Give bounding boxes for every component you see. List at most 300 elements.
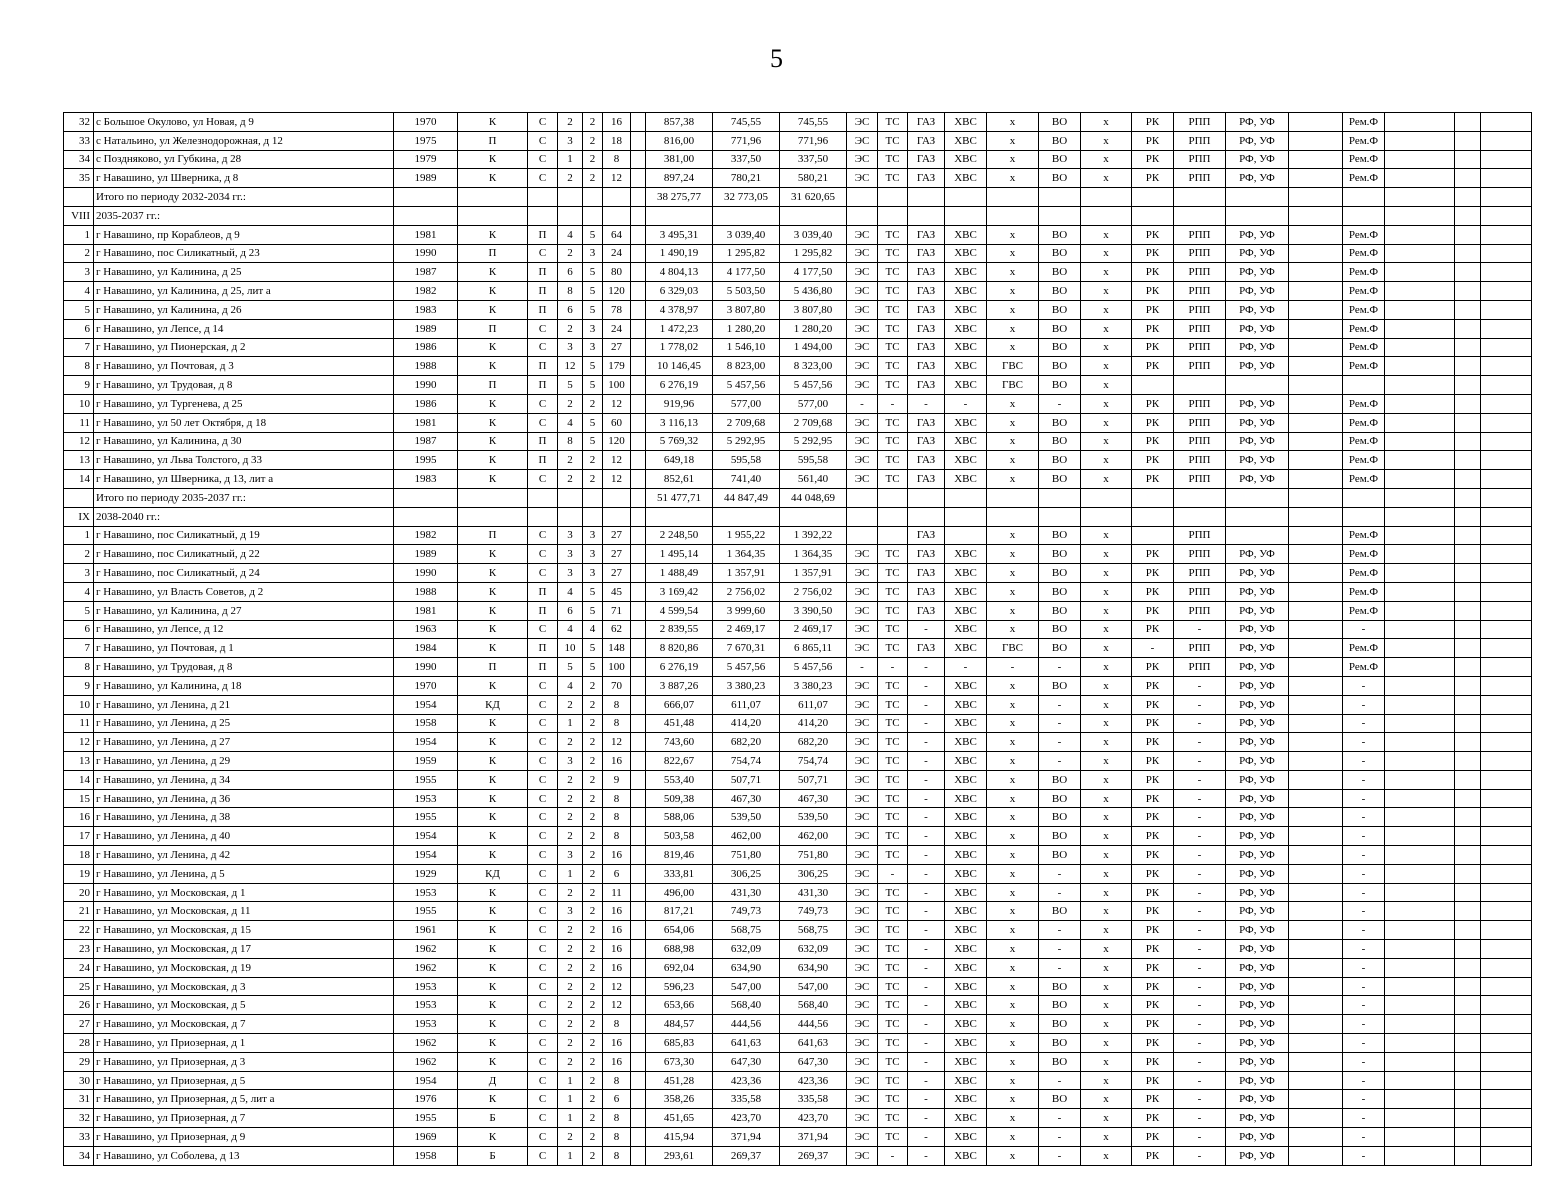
table-cell: 2 (583, 1015, 603, 1034)
table-cell (1481, 1128, 1532, 1147)
table-cell: 4 (583, 620, 603, 639)
table-cell: 3 390,50 (780, 601, 847, 620)
table-cell: х (987, 620, 1039, 639)
table-cell: 2 (558, 451, 583, 470)
table-cell: 2 (558, 921, 583, 940)
table-cell: К (458, 451, 528, 470)
table-cell: 1955 (394, 770, 458, 789)
table-cell: х (987, 225, 1039, 244)
table-cell: 2 (583, 131, 603, 150)
table-cell: ЭС (847, 883, 878, 902)
table-cell (908, 206, 945, 225)
table-cell: 4 (558, 620, 583, 639)
table-cell (1481, 1090, 1532, 1109)
table-cell: х (1081, 1015, 1132, 1034)
table-cell (631, 827, 646, 846)
table-cell: 1 280,20 (780, 319, 847, 338)
table-cell: х (987, 601, 1039, 620)
table-cell (631, 695, 646, 714)
table-row (64, 526, 1532, 545)
table-cell: х (987, 827, 1039, 846)
row-number: 12 (64, 733, 94, 752)
table-row (64, 376, 1532, 395)
table-cell: ХВС (945, 319, 987, 338)
table-cell: С (528, 1109, 558, 1128)
table-cell: ЭС (847, 564, 878, 583)
table-cell (1481, 714, 1532, 733)
table-cell (631, 1052, 646, 1071)
table-cell: 2 (583, 1109, 603, 1128)
table-cell: ХВС (945, 1071, 987, 1090)
table-cell: ХВС (945, 338, 987, 357)
table-cell (908, 188, 945, 207)
table-cell: 5 (583, 432, 603, 451)
table-body (64, 113, 1532, 1166)
table-cell (1226, 188, 1289, 207)
table-cell: 771,96 (780, 131, 847, 150)
table-cell (631, 319, 646, 338)
table-cell: ТС (878, 1034, 908, 1053)
table-cell: ЭС (847, 451, 878, 470)
table-cell: РФ, УФ (1226, 1146, 1289, 1165)
row-number: 4 (64, 582, 94, 601)
table-cell: ТС (878, 1109, 908, 1128)
table-cell: х (1081, 432, 1132, 451)
table-cell: РК (1132, 733, 1174, 752)
table-cell (631, 601, 646, 620)
table-cell (1455, 883, 1481, 902)
table-cell (1455, 432, 1481, 451)
table-cell: - (1343, 695, 1385, 714)
table-cell: 2 709,68 (713, 413, 780, 432)
table-cell: РК (1132, 695, 1174, 714)
table-cell: С (528, 620, 558, 639)
table-cell: РПП (1174, 526, 1226, 545)
table-cell: ВО (1039, 319, 1081, 338)
row-number (64, 488, 94, 507)
table-cell: С (528, 846, 558, 865)
table-cell: 423,36 (713, 1071, 780, 1090)
row-number: 32 (64, 1109, 94, 1128)
table-cell: ТС (878, 451, 908, 470)
table-cell: 561,40 (780, 470, 847, 489)
table-cell: - (1174, 676, 1226, 695)
table-cell: 2 (583, 770, 603, 789)
address-cell: г Навашино, ул Тургенева, д 25 (94, 394, 394, 413)
table-cell: 2 (558, 977, 583, 996)
table-cell: 3 999,60 (713, 601, 780, 620)
table-cell: 1990 (394, 244, 458, 263)
table-cell: 8 (603, 695, 631, 714)
table-cell (1343, 488, 1385, 507)
table-cell: П (458, 319, 528, 338)
table-cell (631, 1071, 646, 1090)
table-cell (1343, 206, 1385, 225)
table-cell: РК (1132, 131, 1174, 150)
table-cell (1481, 1034, 1532, 1053)
table-cell (1455, 582, 1481, 601)
table-cell: К (458, 432, 528, 451)
table-cell (987, 488, 1039, 507)
table-cell (1385, 413, 1455, 432)
table-cell (631, 300, 646, 319)
address-cell: г Навашино, пос Силикатный, д 22 (94, 545, 394, 564)
table-cell: 1 (558, 150, 583, 169)
table-cell (1289, 676, 1343, 695)
table-cell: х (987, 432, 1039, 451)
table-cell: РК (1132, 244, 1174, 263)
table-cell (1289, 244, 1343, 263)
table-cell: ГАЗ (908, 376, 945, 395)
row-number: 14 (64, 470, 94, 489)
table-cell (1343, 376, 1385, 395)
table-cell: РФ, УФ (1226, 357, 1289, 376)
table-cell: 414,20 (713, 714, 780, 733)
table-cell: 2 (558, 169, 583, 188)
row-number (64, 188, 94, 207)
table-cell: х (987, 131, 1039, 150)
table-cell: 2 (583, 846, 603, 865)
table-cell: РК (1132, 977, 1174, 996)
table-cell: х (987, 564, 1039, 583)
table-cell: ХВС (945, 113, 987, 132)
table-cell: ЭС (847, 639, 878, 658)
table-cell: 1990 (394, 376, 458, 395)
table-cell (1132, 526, 1174, 545)
table-cell: - (1174, 733, 1226, 752)
table-cell: - (1343, 620, 1385, 639)
table-cell: Рем.Ф (1343, 282, 1385, 301)
table-cell: 8 823,00 (713, 357, 780, 376)
table-cell: - (908, 733, 945, 752)
table-cell: ХВС (945, 169, 987, 188)
table-cell (1455, 1146, 1481, 1165)
table-cell (1385, 601, 1455, 620)
table-cell: 16 (603, 958, 631, 977)
table-cell: - (1343, 1109, 1385, 1128)
table-cell: ВО (1039, 977, 1081, 996)
table-cell (631, 902, 646, 921)
table-cell: РФ, УФ (1226, 752, 1289, 771)
table-cell: 5 (558, 658, 583, 677)
table-cell: 3 (558, 545, 583, 564)
table-cell: х (987, 470, 1039, 489)
table-cell: 743,60 (646, 733, 713, 752)
table-cell: ЭС (847, 357, 878, 376)
table-cell: х (987, 413, 1039, 432)
table-cell: РК (1132, 808, 1174, 827)
table-cell: ХВС (945, 808, 987, 827)
table-cell: 3 887,26 (646, 676, 713, 695)
section-number: IX (64, 507, 94, 526)
table-cell: 2 709,68 (780, 413, 847, 432)
table-cell (558, 507, 583, 526)
table-cell: х (1081, 733, 1132, 752)
table-cell: 2 (583, 394, 603, 413)
table-cell: 1990 (394, 658, 458, 677)
table-cell (987, 188, 1039, 207)
table-cell: - (1174, 695, 1226, 714)
table-cell (1385, 1052, 1455, 1071)
table-cell: 2 (583, 1146, 603, 1165)
table-cell (1289, 996, 1343, 1015)
table-cell: х (987, 789, 1039, 808)
table-cell: РФ, УФ (1226, 601, 1289, 620)
table-cell: Рем.Ф (1343, 470, 1385, 489)
table-cell (631, 770, 646, 789)
table-cell (631, 676, 646, 695)
table-cell (1455, 695, 1481, 714)
table-cell: РФ, УФ (1226, 940, 1289, 959)
table-cell: ВО (1039, 564, 1081, 583)
table-cell: - (1343, 1015, 1385, 1034)
table-cell: 5 (583, 658, 603, 677)
table-cell: 100 (603, 658, 631, 677)
row-number: 1 (64, 225, 94, 244)
table-cell: 745,55 (713, 113, 780, 132)
table-cell: - (1174, 1146, 1226, 1165)
table-cell (631, 977, 646, 996)
table-cell: 1 472,23 (646, 319, 713, 338)
table-cell: ХВС (945, 601, 987, 620)
table-cell: С (528, 169, 558, 188)
table-cell: 568,40 (713, 996, 780, 1015)
address-cell: г Навашино, ул Приозерная, д 1 (94, 1034, 394, 1053)
table-cell: 2 (558, 1034, 583, 1053)
table-cell (1481, 244, 1532, 263)
table-cell (1481, 789, 1532, 808)
table-cell: С (528, 564, 558, 583)
table-cell: С (528, 714, 558, 733)
table-cell: С (528, 770, 558, 789)
table-cell: 2 (558, 1128, 583, 1147)
table-cell: ЭС (847, 432, 878, 451)
table-cell: РПП (1174, 582, 1226, 601)
table-cell (1481, 526, 1532, 545)
table-cell (1385, 1109, 1455, 1128)
row-number: 17 (64, 827, 94, 846)
address-cell: г Навашино, ул Калинина, д 27 (94, 601, 394, 620)
table-cell: 654,06 (646, 921, 713, 940)
table-cell: Рем.Ф (1343, 263, 1385, 282)
period-section-row (64, 507, 1532, 526)
table-cell: К (458, 958, 528, 977)
table-cell: 1984 (394, 639, 458, 658)
table-cell: 2 (583, 752, 603, 771)
table-cell (1289, 752, 1343, 771)
table-cell: ТС (878, 244, 908, 263)
table-cell: РФ, УФ (1226, 958, 1289, 977)
table-cell: х (987, 1071, 1039, 1090)
table-cell: С (528, 733, 558, 752)
table-cell (1455, 394, 1481, 413)
table-cell: 2 (558, 883, 583, 902)
table-cell (1385, 282, 1455, 301)
table-cell (1481, 883, 1532, 902)
table-cell: 751,80 (780, 846, 847, 865)
table-cell: 3 807,80 (780, 300, 847, 319)
table-cell: С (528, 789, 558, 808)
table-row (64, 902, 1532, 921)
table-cell: 8 (603, 1128, 631, 1147)
table-cell (1481, 1146, 1532, 1165)
table-row (64, 827, 1532, 846)
table-cell: ЭС (847, 282, 878, 301)
table-cell (631, 225, 646, 244)
table-cell (1385, 1090, 1455, 1109)
table-cell: 1983 (394, 300, 458, 319)
table-cell: РПП (1174, 451, 1226, 470)
table-cell (1455, 789, 1481, 808)
table-cell: - (1174, 921, 1226, 940)
table-cell: ТС (878, 1128, 908, 1147)
table-cell: 547,00 (780, 977, 847, 996)
table-cell (631, 940, 646, 959)
table-cell: ХВС (945, 564, 987, 583)
row-number: 6 (64, 319, 94, 338)
table-cell (631, 582, 646, 601)
table-cell (1455, 620, 1481, 639)
table-cell: 431,30 (713, 883, 780, 902)
table-cell: - (1343, 1128, 1385, 1147)
table-cell: ТС (878, 902, 908, 921)
table-cell: 2 756,02 (713, 582, 780, 601)
table-cell: ВО (1039, 902, 1081, 921)
table-cell: К (458, 846, 528, 865)
row-number: 5 (64, 601, 94, 620)
row-number: 31 (64, 1090, 94, 1109)
table-cell: ЭС (847, 1052, 878, 1071)
table-cell: 2 (558, 808, 583, 827)
table-cell (1385, 1015, 1455, 1034)
address-cell: г Навашино, ул Московская, д 19 (94, 958, 394, 977)
table-cell: РК (1132, 169, 1174, 188)
table-cell: 5 (583, 582, 603, 601)
table-cell: 588,06 (646, 808, 713, 827)
table-cell (1455, 131, 1481, 150)
table-cell (1289, 1015, 1343, 1034)
row-number: 35 (64, 169, 94, 188)
table-cell: РК (1132, 1109, 1174, 1128)
table-cell (1481, 846, 1532, 865)
table-cell: 5 (558, 376, 583, 395)
table-cell: 337,50 (713, 150, 780, 169)
table-cell: 27 (603, 564, 631, 583)
table-cell: Рем.Ф (1343, 545, 1385, 564)
table-cell: 3 (558, 526, 583, 545)
table-cell (583, 488, 603, 507)
table-row (64, 1146, 1532, 1165)
table-cell: 148 (603, 639, 631, 658)
table-cell: х (987, 977, 1039, 996)
table-cell (631, 282, 646, 301)
table-cell (1289, 470, 1343, 489)
table-cell (631, 789, 646, 808)
table-cell: Рем.Ф (1343, 394, 1385, 413)
table-cell: ТС (878, 282, 908, 301)
table-cell: 2 (583, 958, 603, 977)
table-cell: С (528, 545, 558, 564)
row-number: 22 (64, 921, 94, 940)
table-cell: РК (1132, 902, 1174, 921)
table-cell: ГВС (987, 376, 1039, 395)
table-cell: 749,73 (780, 902, 847, 921)
table-cell: 2 469,17 (713, 620, 780, 639)
table-cell (1385, 1146, 1455, 1165)
table-cell (847, 526, 878, 545)
table-cell: ЭС (847, 225, 878, 244)
table-cell: РК (1132, 113, 1174, 132)
table-cell (1289, 883, 1343, 902)
table-cell: 2 (583, 1090, 603, 1109)
table-cell: 1962 (394, 1052, 458, 1071)
table-cell: 3 807,80 (713, 300, 780, 319)
table-cell: 120 (603, 432, 631, 451)
table-cell: ТС (878, 958, 908, 977)
table-cell: ВО (1039, 300, 1081, 319)
table-cell (1385, 564, 1455, 583)
table-cell: х (1081, 300, 1132, 319)
table-cell: - (908, 714, 945, 733)
table-cell: х (1081, 1034, 1132, 1053)
table-cell: РК (1132, 714, 1174, 733)
table-cell: 5 436,80 (780, 282, 847, 301)
table-cell (1385, 846, 1455, 865)
table-cell: ЭС (847, 131, 878, 150)
table-cell: 335,58 (780, 1090, 847, 1109)
table-cell: ХВС (945, 752, 987, 771)
table-cell: 749,73 (713, 902, 780, 921)
address-cell: г Навашино, ул Льва Толстого, д 33 (94, 451, 394, 470)
table-cell: - (908, 977, 945, 996)
table-row (64, 733, 1532, 752)
table-cell: 415,94 (646, 1128, 713, 1147)
row-number: 14 (64, 770, 94, 789)
table-cell: П (528, 582, 558, 601)
table-cell: - (908, 789, 945, 808)
table-cell (631, 488, 646, 507)
table-cell: 27 (603, 526, 631, 545)
table-cell: 2 (558, 733, 583, 752)
table-cell (631, 263, 646, 282)
table-cell (1455, 188, 1481, 207)
row-number: 6 (64, 620, 94, 639)
table-cell (603, 488, 631, 507)
table-cell: - (1174, 808, 1226, 827)
table-cell: х (987, 864, 1039, 883)
table-cell (1385, 1034, 1455, 1053)
period-total-label: Итого по периоду 2035-2037 гг.: (94, 488, 394, 507)
table-cell: ХВС (945, 357, 987, 376)
table-cell: - (878, 658, 908, 677)
table-cell: П (458, 131, 528, 150)
table-cell: 5 292,95 (780, 432, 847, 451)
address-cell: г Навашино, ул Почтовая, д 1 (94, 639, 394, 658)
table-cell: ТС (878, 714, 908, 733)
table-cell: ЭС (847, 1090, 878, 1109)
table-cell (945, 188, 987, 207)
table-cell: П (528, 300, 558, 319)
table-cell: С (528, 413, 558, 432)
table-cell (945, 206, 987, 225)
row-number: 8 (64, 357, 94, 376)
table-cell: 6 329,03 (646, 282, 713, 301)
table-cell: 1 (558, 1146, 583, 1165)
table-cell: 2 (583, 1034, 603, 1053)
table-cell (1481, 188, 1532, 207)
table-cell: Рем.Ф (1343, 319, 1385, 338)
table-cell: х (987, 1034, 1039, 1053)
